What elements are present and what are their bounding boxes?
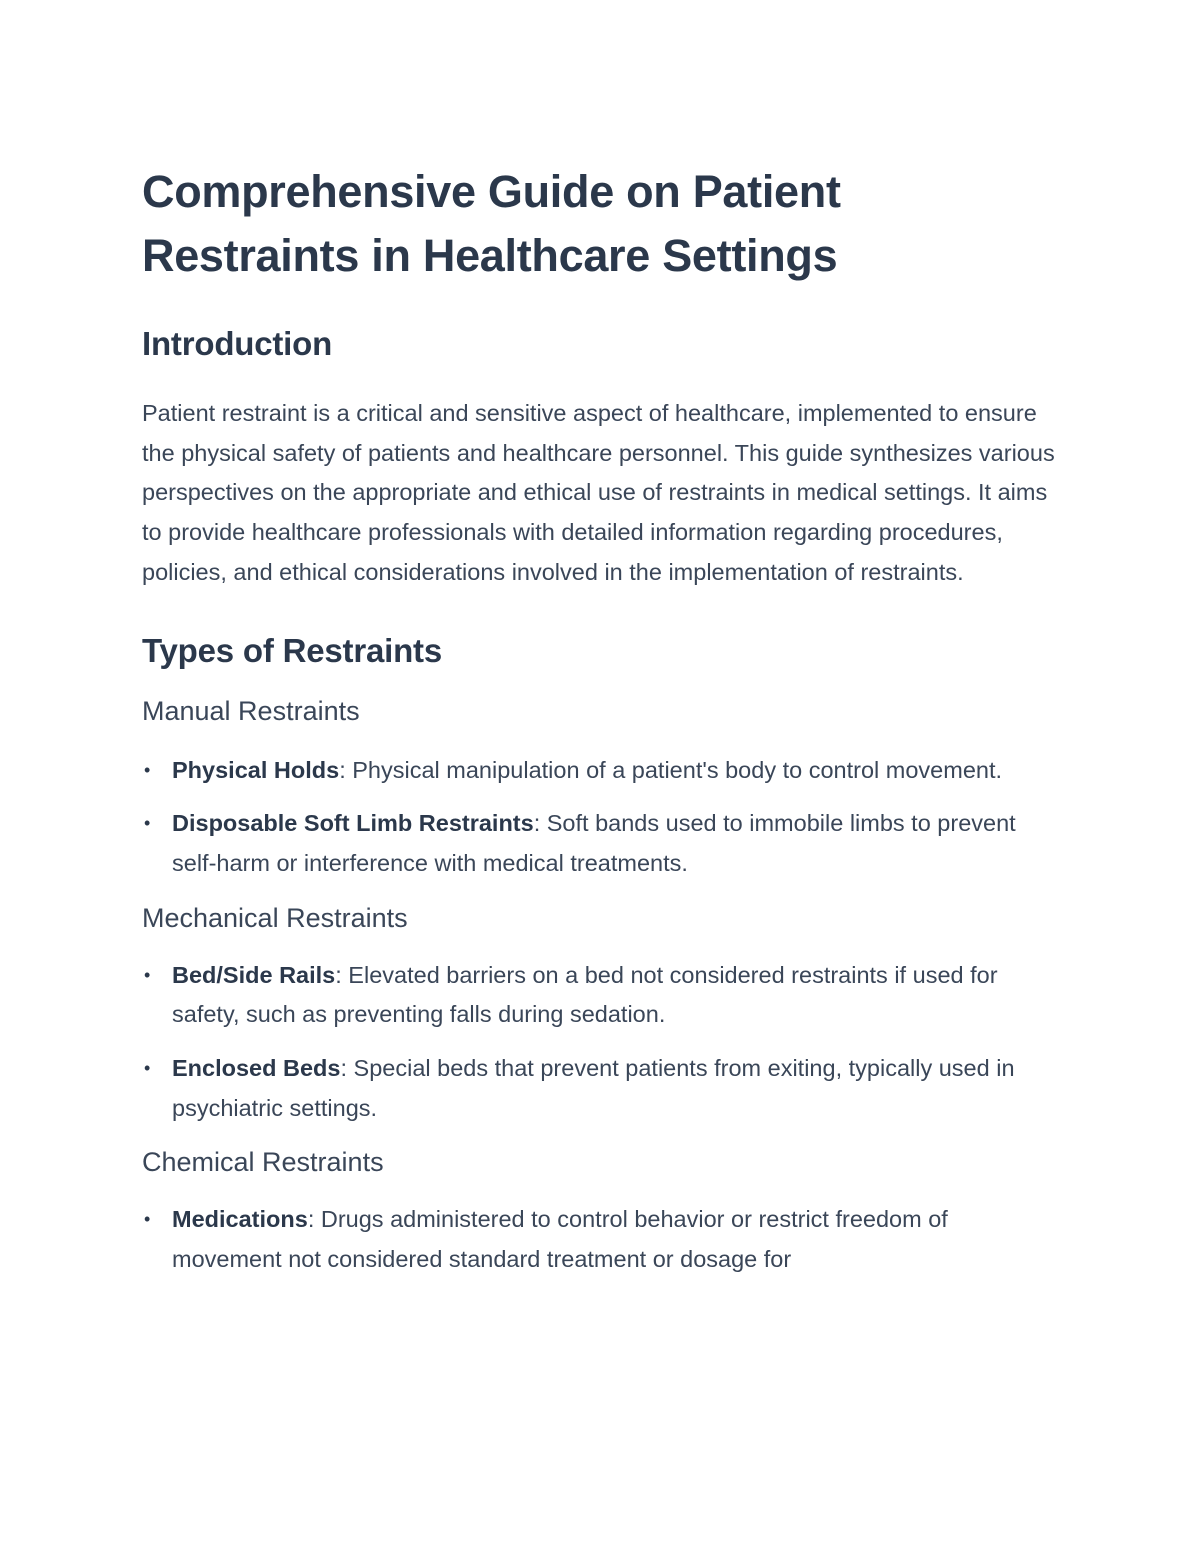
- list-item-description: : Special beds that prevent patients from exiting, typically used in psychiatric settings.: [172, 1055, 1015, 1121]
- manual-restraints-heading: Manual Restraints: [142, 695, 360, 726]
- list-item-description: : Soft bands used to immobile limbs to prevent self-harm or interference with medical treatments.: [172, 810, 1016, 876]
- list-item-description: : Drugs administered to control behavior or restrict freedom of movement not considered standard treatment or dosage for: [172, 1206, 948, 1273]
- bullet-icon: •: [144, 964, 151, 985]
- list-item: [142, 1049, 1062, 1128]
- types-heading: Types of Restraints: [142, 631, 442, 669]
- list-item: [142, 956, 1062, 1035]
- list-item: [142, 751, 1062, 791]
- chemical-restraints-list: [142, 1200, 1060, 1279]
- introduction-paragraph: Patient restraint is a critical and sensitive aspect of healthcare, implemented to ensure the physical safety of patients and healthcare personnel. This guide synthesizes various perspectives on the appropriate and ethical use of restraints in medical settings. It aims to provide healthcare professionals with detailed information regarding procedures, policies, and ethical considerations involved in the implementation of restraints.: [142, 400, 1055, 585]
- list-item-term: Medications: [172, 1206, 308, 1233]
- bullet-icon: •: [144, 813, 151, 834]
- bullet-icon: •: [144, 1058, 151, 1079]
- list-item-description: : Elevated barriers on a bed not considered restraints if used for safety, such as preventing falls during sedation.: [172, 961, 998, 1028]
- list-item-term: Bed/Side Rails: [172, 961, 336, 988]
- mechanical-restraints-list: [142, 956, 1060, 1129]
- bullet-icon: •: [144, 759, 151, 780]
- introduction-heading: Introduction: [142, 325, 333, 362]
- manual-restraints-list: [142, 751, 1060, 884]
- chemical-restraints-heading: Chemical Restraints: [142, 1147, 384, 1178]
- list-item-term: Physical Holds: [172, 756, 340, 783]
- list-item: [142, 804, 1062, 883]
- mechanical-restraints-heading: Mechanical Restraints: [142, 902, 408, 933]
- list-item: [142, 1200, 1062, 1279]
- list-item-term: Enclosed Beds: [172, 1055, 341, 1082]
- list-item-description: : Physical manipulation of a patient's body to control movement.: [339, 756, 1003, 783]
- page-title: Comprehensive Guide on Patient Restraints in Healthcare Settings: [142, 166, 841, 281]
- list-item-term: Disposable Soft Limb Restraints: [172, 810, 534, 837]
- bullet-icon: •: [144, 1209, 151, 1230]
